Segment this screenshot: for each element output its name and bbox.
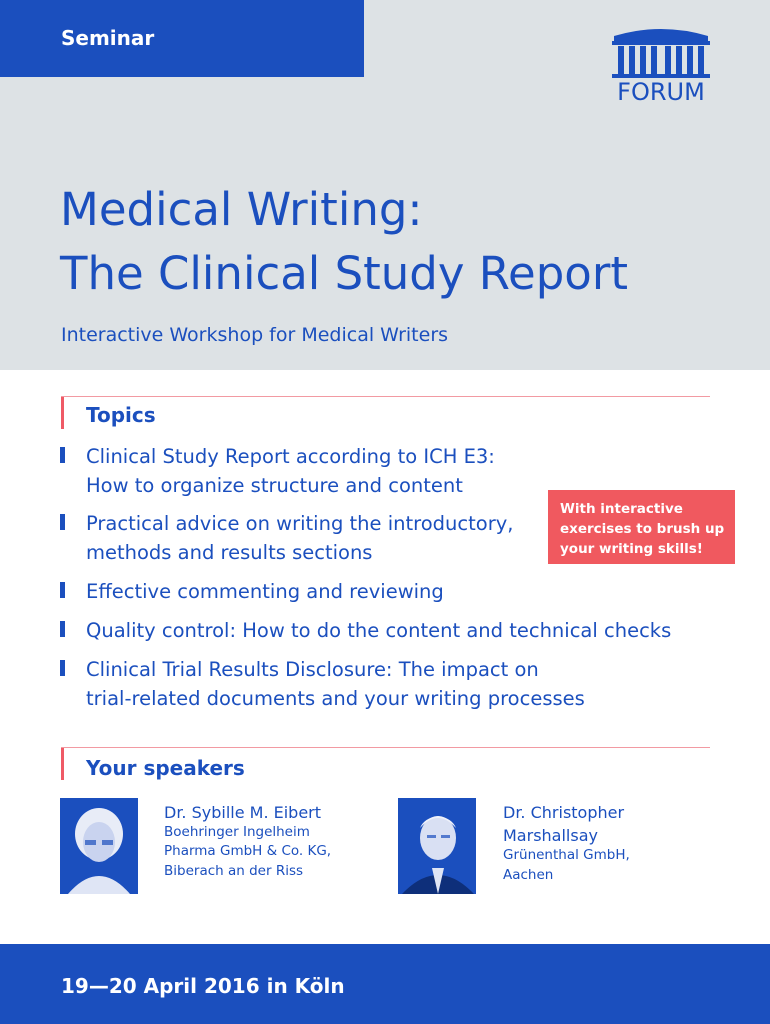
bullet-icon <box>60 582 65 598</box>
speaker-name: Marshallsay <box>503 826 598 845</box>
page-subtitle: Interactive Workshop for Medical Writers <box>61 324 449 346</box>
speaker-affiliation: Pharma GmbH & Co. KG, <box>164 843 332 859</box>
callout-line-1: With interactive <box>560 501 683 517</box>
interactive-callout-box <box>548 490 735 564</box>
speakers-divider <box>61 747 710 748</box>
speaker-name: Dr. Christopher <box>503 803 625 822</box>
speakers-heading: Your speakers <box>86 756 245 780</box>
topics-divider <box>61 396 710 397</box>
callout-line-2: exercises to brush up <box>560 521 725 537</box>
page-title <box>60 178 750 306</box>
topics-heading: Topics <box>86 403 156 427</box>
title-line-2: The Clinical Study Report <box>60 247 628 300</box>
speaker-photo-eibert <box>60 798 138 894</box>
speaker-photo-marshallsay <box>398 798 476 894</box>
topic-text: Effective commenting and reviewing <box>86 580 444 603</box>
forum-logo <box>608 26 714 106</box>
event-date-location: 19—20 April 2016 in Köln <box>61 974 345 998</box>
callout-line-3: your writing skills! <box>560 541 703 557</box>
speaker-affiliation: Aachen <box>503 867 554 883</box>
speaker-affiliation: Biberach an der Riss <box>164 863 304 879</box>
speaker-affiliation: Grünenthal GmbH, <box>503 847 630 863</box>
bullet-icon <box>60 660 65 676</box>
topics-accent-bar <box>61 397 64 429</box>
bullet-icon <box>60 447 65 463</box>
topic-text: Quality control: How to do the content and technical checks <box>86 619 672 642</box>
speaker-affiliation: Boehringer Ingelheim <box>164 824 310 840</box>
topic-text: Clinical Trial Results Disclosure: The impact on <box>86 658 539 681</box>
topic-text: methods and results sections <box>86 541 373 564</box>
person-portrait-icon <box>60 798 138 894</box>
forum-logo-text: FORUM <box>617 78 705 106</box>
topic-text: trial-related documents and your writing processes <box>86 687 585 710</box>
topic-text: Clinical Study Report according to ICH E3: <box>86 445 495 468</box>
speaker-name: Dr. Sybille M. Eibert <box>164 803 322 822</box>
seminar-label: Seminar <box>61 26 155 50</box>
bullet-icon <box>60 621 65 637</box>
title-line-1: Medical Writing: <box>60 183 423 236</box>
topic-text: Practical advice on writing the introductory, <box>86 512 514 535</box>
forum-temple-icon <box>608 26 714 80</box>
header-panel <box>0 0 770 370</box>
bullet-icon <box>60 514 65 530</box>
seminar-tab <box>0 0 364 77</box>
person-portrait-icon <box>398 798 476 894</box>
topic-text: How to organize structure and content <box>86 474 463 497</box>
speakers-accent-bar <box>61 748 64 780</box>
footer-band <box>0 944 770 1024</box>
